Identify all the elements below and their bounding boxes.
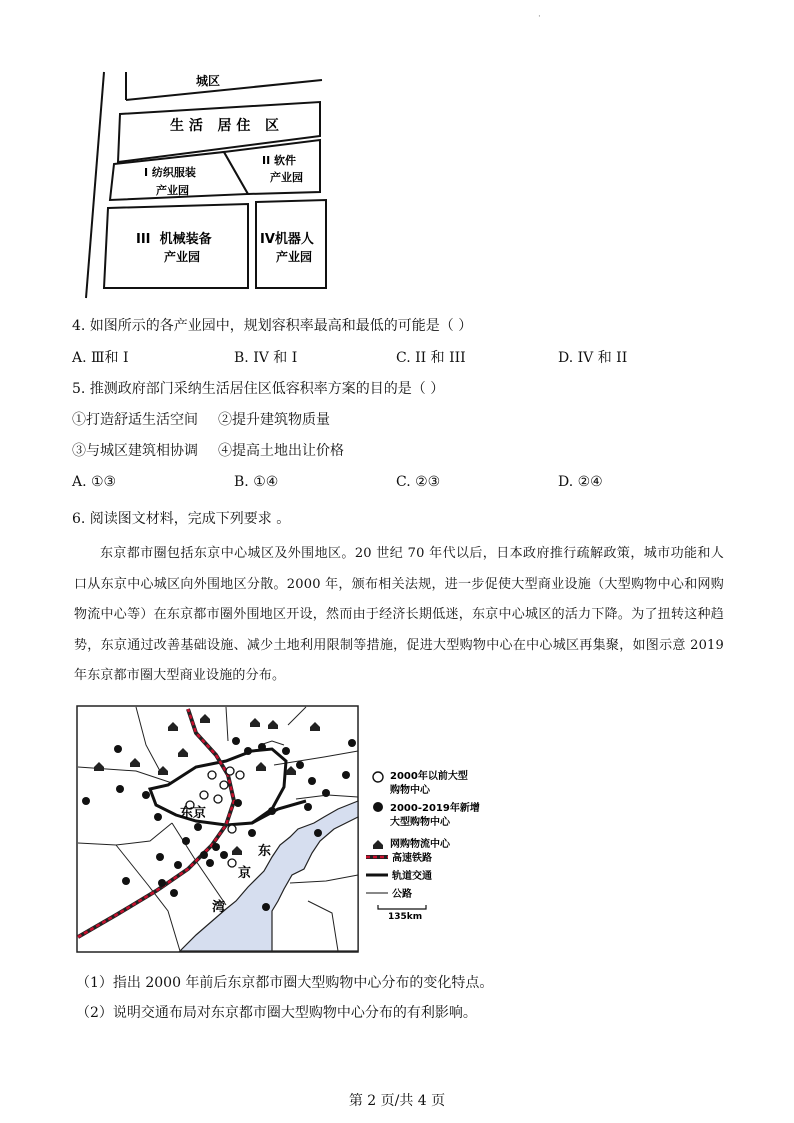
new-mall-marker <box>82 797 90 805</box>
tokyo-map <box>76 705 480 955</box>
residential-label: 生 活 居 住 区 <box>170 118 279 134</box>
new-mall-marker <box>314 829 322 837</box>
bay-label-2: 京 <box>238 866 252 881</box>
legend-road: 公路 <box>392 889 412 900</box>
legend-logistics: 网购物流中心 <box>390 839 450 850</box>
q4-option-c: C. II 和 III <box>396 350 466 366</box>
old-mall-marker <box>236 771 244 779</box>
q4-option-d: D. IV 和 II <box>558 350 628 366</box>
park-4-sublabel: 产业园 <box>276 250 313 264</box>
new-mall-marker <box>158 879 166 887</box>
legend-old-mall-line1: 2000年以前大型 <box>390 771 468 782</box>
new-mall-marker <box>154 813 162 821</box>
q5-choice-3: ③与城区建筑相协调 <box>72 443 198 459</box>
park-2-sublabel: 产业园 <box>270 171 303 184</box>
q5-choice-4: ④提高土地出让价格 <box>218 443 344 459</box>
park-1-sublabel: 产业园 <box>156 184 189 197</box>
new-mall-marker <box>174 861 182 869</box>
new-mall-marker <box>220 851 228 859</box>
old-mall-marker <box>226 767 234 775</box>
new-mall-marker <box>170 889 178 897</box>
q5-option-a: A. ①③ <box>72 474 117 490</box>
q6-sub-question-2: （2）说明交通布局对东京都市圈大型购物中心分布的有利影响。 <box>76 1005 477 1021</box>
question-6-stem: 6. 阅读图文材料，完成下列要求 。 <box>72 511 291 527</box>
q5-option-d: D. ②④ <box>558 474 603 490</box>
new-mall-marker <box>348 739 356 747</box>
new-mall-marker <box>296 761 304 769</box>
legend-track: 轨道交通 <box>392 871 432 882</box>
new-mall-marker <box>262 903 270 911</box>
legend-logistics-symbol <box>373 840 383 849</box>
old-mall-marker <box>220 781 228 789</box>
legend-old-mall-symbol <box>373 772 383 782</box>
road-left <box>86 72 104 298</box>
new-mall-marker <box>304 803 312 811</box>
legend-rail: 高速铁路 <box>392 853 432 864</box>
legend-old-mall-line2: 购物中心 <box>390 785 430 796</box>
park-3-sublabel: 产业园 <box>164 250 201 264</box>
legend-new-mall-symbol <box>373 802 383 812</box>
urban-label: 城区 <box>196 74 221 88</box>
new-mall-marker <box>268 807 276 815</box>
question-4-stem: 4. 如图所示的各产业园中，规划容积率最高和最低的可能是（ ） <box>72 318 473 334</box>
map-legend <box>366 769 480 922</box>
new-mall-marker <box>182 837 190 845</box>
q4-option-b: B. IV 和 I <box>234 350 298 366</box>
new-mall-marker <box>232 737 240 745</box>
new-mall-marker <box>116 785 124 793</box>
scale-bar <box>378 905 426 909</box>
old-mall-marker <box>228 859 236 867</box>
new-mall-marker <box>206 859 214 867</box>
page-marker: · <box>538 12 541 22</box>
q5-choice-1: ①打造舒适生活空间 <box>72 412 198 428</box>
park-3-label: III 机械装备 <box>136 232 212 247</box>
new-mall-marker <box>212 843 220 851</box>
zoning-map <box>78 68 338 300</box>
old-mall-marker <box>208 771 216 779</box>
new-mall-marker <box>258 743 266 751</box>
q5-choice-2: ②提升建筑物质量 <box>218 412 330 428</box>
old-mall-marker <box>200 791 208 799</box>
q5-option-b: B. ①④ <box>234 474 279 490</box>
new-mall-marker <box>156 853 164 861</box>
new-mall-marker <box>194 823 202 831</box>
scale-label: 135km <box>388 912 423 922</box>
new-mall-marker <box>322 789 330 797</box>
question-5-stem: 5. 推测政府部门采纳生活居住区低容积率方案的目的是（ ） <box>72 381 445 397</box>
new-mall-marker <box>308 777 316 785</box>
new-mall-marker <box>282 747 290 755</box>
q6-sub-question-1: （1）指出 2000 年前后东京都市圈大型购物中心分布的变化特点。 <box>76 975 494 991</box>
old-mall-marker <box>228 825 236 833</box>
road-top <box>126 80 322 100</box>
q5-option-c: C. ②③ <box>396 474 441 490</box>
page-footer: 第 2 页/共 4 页 <box>348 1093 446 1109</box>
bay-label-1: 东 <box>258 844 272 859</box>
new-mall-marker <box>122 877 130 885</box>
park-1-label: I 纺织服装 <box>144 166 196 179</box>
new-mall-marker <box>114 745 122 753</box>
new-mall-marker <box>244 747 252 755</box>
bay-label-3: 湾 <box>212 900 226 915</box>
new-mall-marker <box>234 799 242 807</box>
new-mall-marker <box>248 829 256 837</box>
new-mall-marker <box>200 851 208 859</box>
q4-option-a: A. Ⅲ和 I <box>72 350 129 366</box>
old-mall-marker <box>214 795 222 803</box>
tokyo-label: 东京 <box>180 806 207 821</box>
new-mall-marker <box>342 771 350 779</box>
park-4-label: IV机器人 <box>260 232 314 247</box>
park-2-label: II 软件 <box>262 154 297 167</box>
new-mall-marker <box>142 791 150 799</box>
legend-new-mall-line1: 2000-2019年新增 <box>390 803 480 814</box>
legend-new-mall-line2: 大型购物中心 <box>390 817 450 828</box>
q6-material-paragraph: 东京都市圈包括东京中心城区及外围地区。20 世纪 70 年代以后，日本政府推行疏解政策，城市功能和人口从东京中心城区向外围地区分散。2000 年，颁布相关法规，进一步促使大型商业设施（大型购物中心和网购物流中心等）在东京都市圈外围地区开设，然而由于经济长期低迷，东京中心城区的活力下降。为了扭转这种趋势，东京通过改善基础设施、减少土地利用限制等措施，促进大型购物中心在中心城区再集聚，如图示意 2019 年东京都市圈大型商业设施的分布。 <box>74 546 724 683</box>
